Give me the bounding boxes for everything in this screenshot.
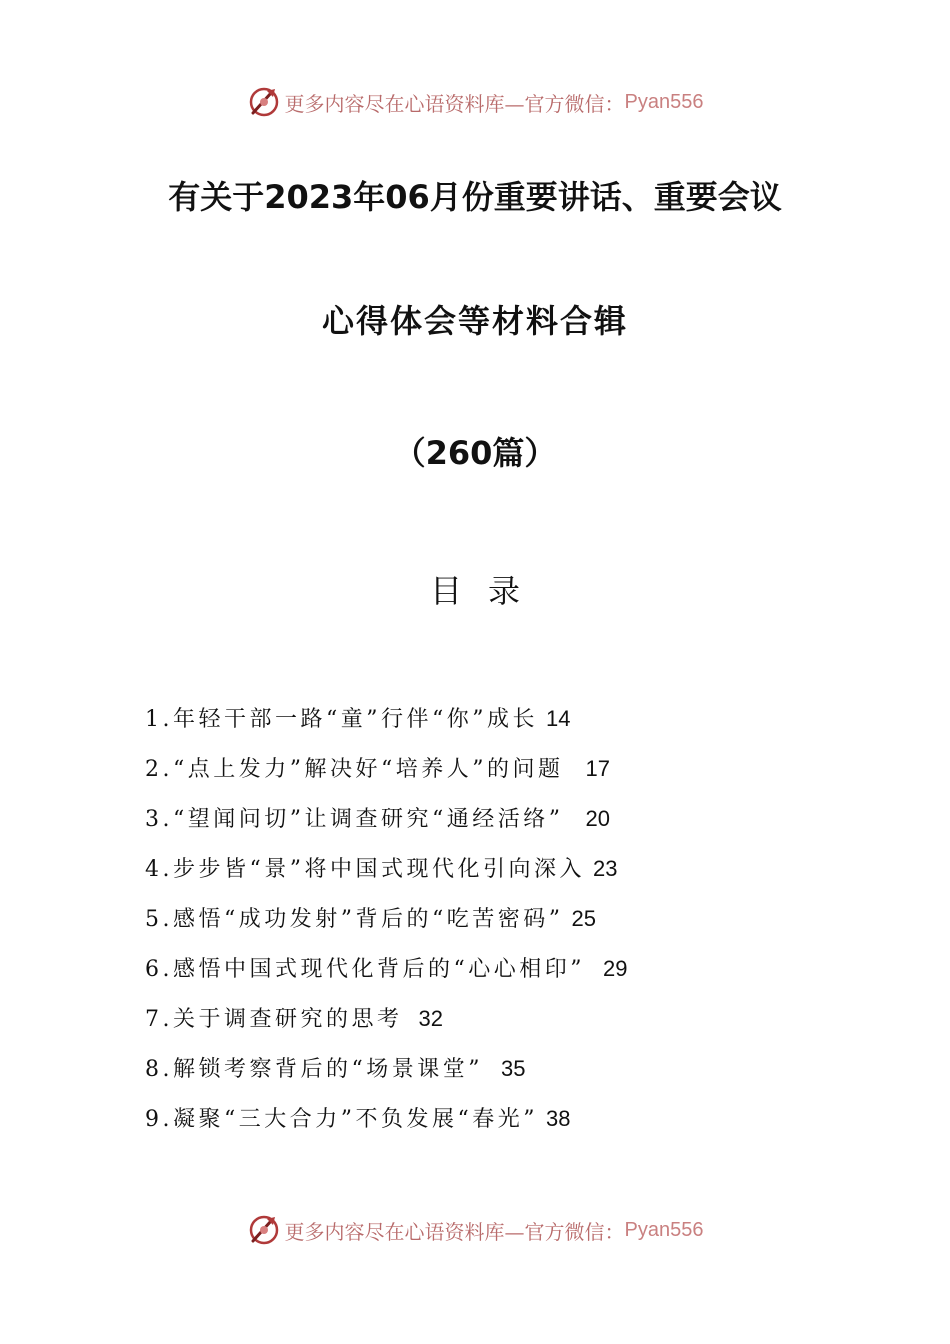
toc-item[interactable] bbox=[145, 1000, 825, 1050]
toc-item-page: 35 bbox=[501, 1056, 526, 1081]
toc-item-title: 6.感悟中国式现代化背后的“心心相印” bbox=[145, 957, 585, 982]
toc-item-page: 32 bbox=[418, 1006, 443, 1031]
watermark-banner-bottom bbox=[0, 1210, 950, 1250]
watermark-wechat-id: Pyan556 bbox=[624, 90, 704, 113]
toc-item-title: 8.解锁考察背后的“场景课堂” bbox=[145, 1057, 483, 1082]
document-title-line2: 心得体会等材料合辑 bbox=[321, 302, 628, 340]
watermark-text: 更多内容尽在心语资料库—官方微信： bbox=[284, 91, 625, 116]
toc-item[interactable] bbox=[145, 950, 825, 1000]
toc-item-page: 17 bbox=[585, 756, 610, 781]
toc-item[interactable] bbox=[145, 1050, 825, 1100]
toc-item-title: 9.凝聚“三大合力”不负发展“春光” bbox=[145, 1107, 538, 1132]
toc-item-title: 5.感悟“成功发射”背后的“吃苦密码” bbox=[145, 907, 564, 932]
toc-item-page: 29 bbox=[603, 956, 628, 981]
table-of-contents bbox=[145, 700, 825, 1150]
toc-heading: 目录 bbox=[429, 572, 546, 610]
toc-item[interactable] bbox=[145, 750, 825, 800]
toc-item-page: 23 bbox=[593, 856, 618, 881]
toc-item-title: 4.步步皆“景”将中国式现代化引向深入 bbox=[145, 857, 585, 882]
toc-item-title: 3.“望闻问切”让调查研究“通经活络” bbox=[145, 807, 564, 832]
document-title-line1: 有关于2023年06月份重要讲话、重要会议 bbox=[168, 178, 782, 216]
toc-item-page: 25 bbox=[571, 906, 596, 931]
toc-item[interactable] bbox=[145, 850, 825, 900]
toc-item[interactable] bbox=[145, 900, 825, 950]
toc-item-page: 20 bbox=[585, 806, 610, 831]
watermark-text: 更多内容尽在心语资料库—官方微信： bbox=[284, 1219, 625, 1244]
toc-item-page: 38 bbox=[545, 1106, 571, 1131]
toc-item[interactable] bbox=[145, 800, 825, 850]
watermark-banner-top bbox=[0, 82, 950, 122]
watermark-wechat-id: Pyan556 bbox=[624, 1218, 704, 1241]
toc-item-title: 2.“点上发力”解决好“培养人”的问题 bbox=[145, 757, 564, 782]
toc-item[interactable] bbox=[145, 700, 825, 750]
toc-item-title: 7.关于调查研究的思考 bbox=[145, 1007, 403, 1032]
pen-circle-logo-icon bbox=[247, 1213, 281, 1247]
pen-circle-logo-icon bbox=[247, 85, 281, 119]
toc-item[interactable] bbox=[145, 1100, 825, 1150]
document-title-count: （260篇） bbox=[393, 434, 557, 472]
toc-item-title: 1.年轻干部一路“童”行伴“你”成长 bbox=[145, 707, 538, 732]
toc-item-page: 14 bbox=[545, 706, 571, 731]
